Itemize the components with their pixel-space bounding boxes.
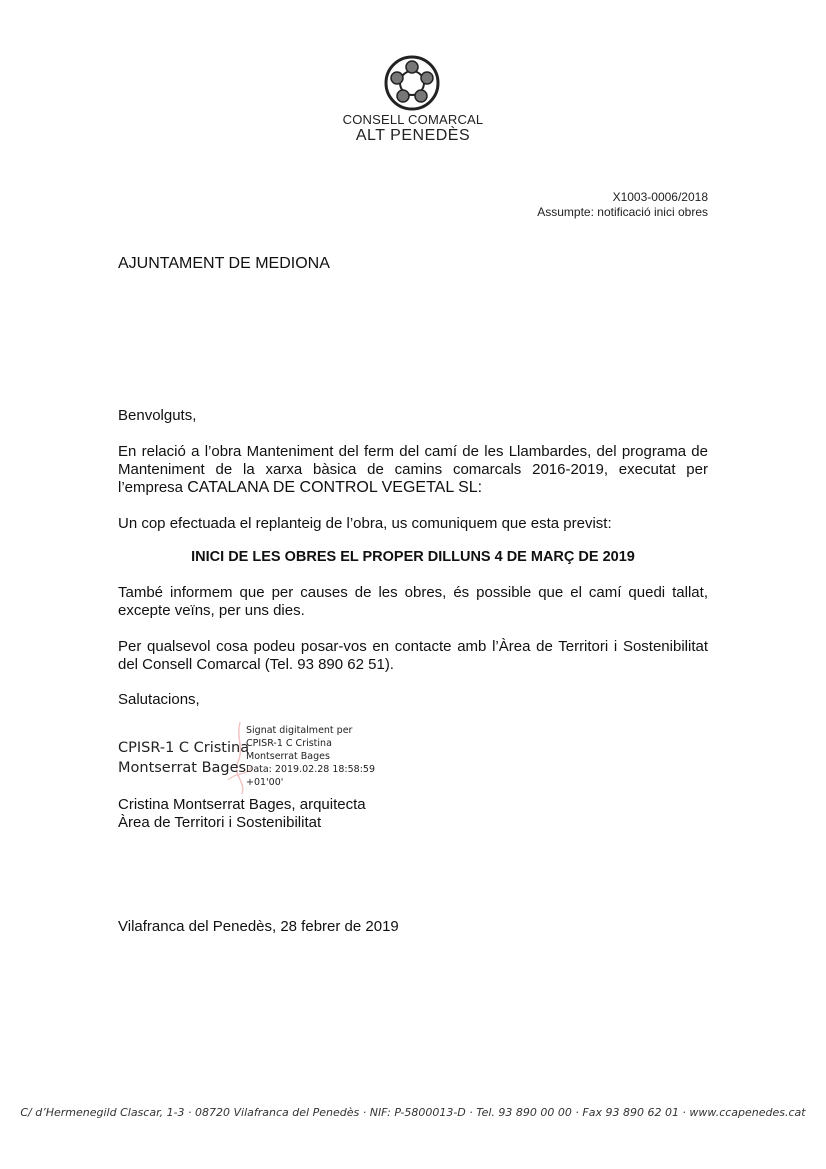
footer-address: C/ d’Hermenegild Clascar, 1-3 · 08720 Vilafranca del Penedès · NIF: P-5800013-D · Tel. 93 890 00 00 · Fax 93 890 62 01 · www.ccapenedes.cat bbox=[20, 1106, 806, 1119]
org-name-line2: ALT PENEDÈS bbox=[355, 127, 471, 144]
notice-paragraph: Un cop efectuada el replanteig de l’obra, us comuniquem que esta previst: bbox=[118, 515, 612, 532]
signatory-name: Cristina Montserrat Bages, arquitecta bbox=[118, 796, 366, 813]
closing: Salutacions, bbox=[118, 691, 200, 708]
signature-stamp bbox=[246, 724, 375, 789]
place-date: Vilafranca del Penedès, 28 febrer de 2019 bbox=[118, 918, 399, 935]
council-logo-icon bbox=[384, 55, 440, 111]
signatory-department: Àrea de Territori i Sostenibilitat bbox=[118, 814, 322, 831]
stamp-line: Data: 2019.02.28 18:58:59 bbox=[246, 764, 375, 775]
signer-name-line2: Montserrat Bages bbox=[118, 760, 247, 776]
works-start-notice: INICI DE LES OBRES EL PROPER DILLUNS 4 DE MARÇ DE 2019 bbox=[191, 549, 635, 565]
subject-line: Assumpte: notificació inici obres bbox=[537, 205, 708, 219]
stamp-line: +01'00' bbox=[246, 777, 284, 788]
greeting: Benvolguts, bbox=[118, 407, 197, 424]
company-name: CATALANA DE CONTROL VEGETAL SL: bbox=[187, 479, 483, 496]
signer-name-line1: CPISR-1 C Cristina bbox=[118, 740, 250, 756]
intro-paragraph bbox=[118, 443, 708, 497]
stamp-line: CPISR-1 C Cristina bbox=[246, 738, 332, 749]
stamp-line: Montserrat Bages bbox=[246, 751, 330, 762]
intro-text: En relació a l’obra Manteniment del ferm del camí de les Llambardes, del programa de Manteniment de la xarxa bàsica de camins comarcals 2016-2019, executat per l’empresa bbox=[118, 443, 708, 496]
org-name-line1: CONSELL COMARCAL bbox=[342, 112, 484, 127]
info-paragraph: També informem que per causes de les obres, és possible que el camí quedi tallat, excepte veïns, per uns dies. bbox=[118, 584, 708, 619]
recipient: AJUNTAMENT DE MEDIONA bbox=[118, 255, 330, 272]
file-number: X1003-0006/2018 bbox=[612, 190, 708, 204]
contact-paragraph: Per qualsevol cosa podeu posar-vos en contacte amb l’Àrea de Territori i Sostenibilitat del Consell Comarcal (Tel. 93 890 62 51). bbox=[118, 638, 708, 673]
stamp-line: Signat digitalment per bbox=[246, 725, 353, 736]
